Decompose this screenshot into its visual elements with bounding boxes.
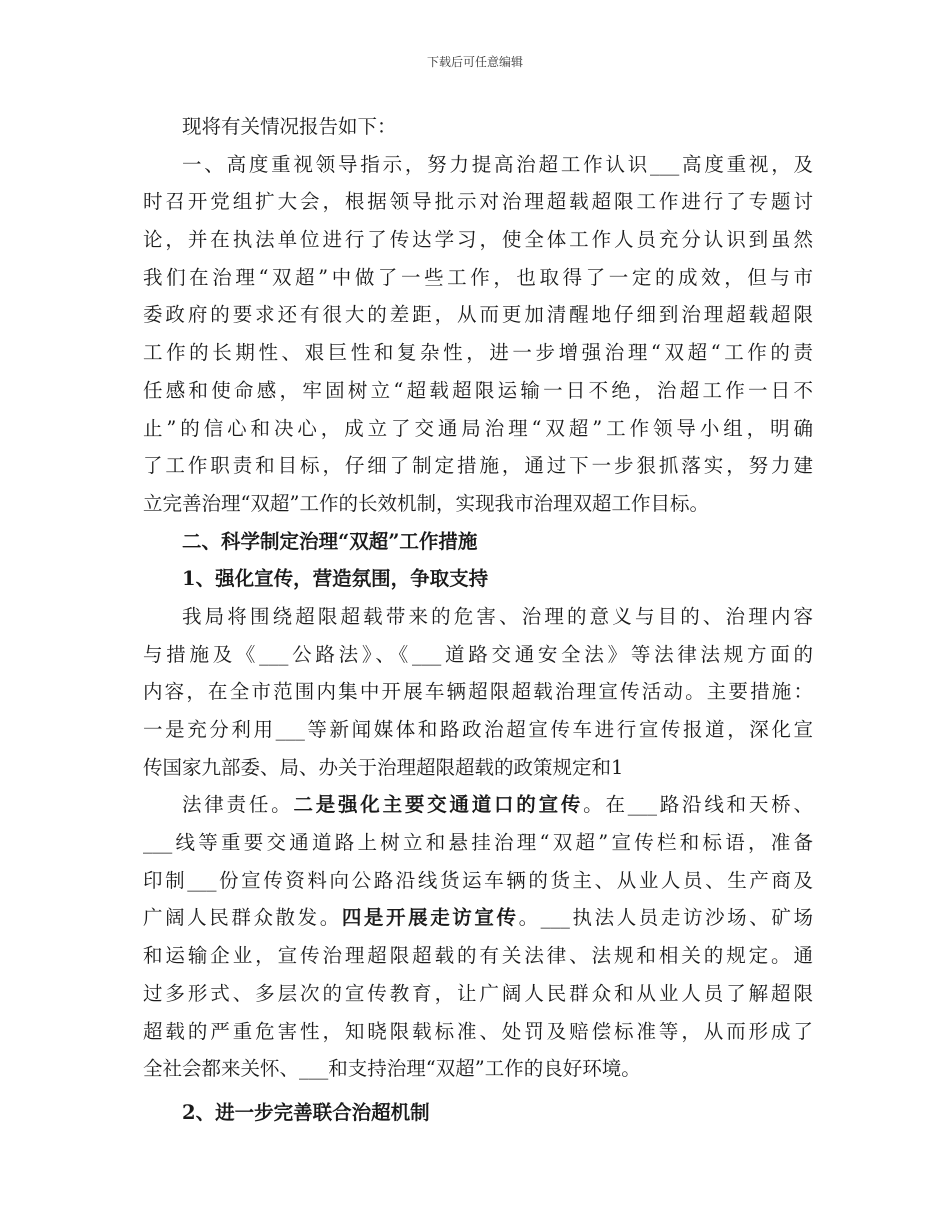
text-line [143,1013,813,1051]
text-span: 广阔人民群众散发。 [143,906,342,930]
text-span: 印制___份宣传资料向公路沿线货运车辆的货主、从业人员、生产商及 [143,868,813,892]
text-line: 我们在治理“双超”中做了一些工作，也取得了一定的成效，但与市 [143,265,813,289]
text-line [143,899,813,937]
text-span: 和运输企业，宣传治理超限超载的有关法律、法规和相关的规定。通 [143,944,813,968]
page-header-note: 下载后可任意编辑 [426,55,523,69]
text-line [143,937,813,975]
text-line: 论，并在执法单位进行了传达学习，使全体工作人员充分认识到虽然 [143,228,813,252]
text-line: 了工作职责和目标，仔细了制定措施，通过下一步狠抓落实，努力建 [143,454,813,478]
text-line: 一是充分利用___等新闻媒体和路政治超宣传车进行宣传报道，深化宣 [143,718,813,741]
text-line [143,975,813,1013]
text-line [143,824,813,862]
text-line: 现将有关情况报告如下： [182,115,397,138]
text-line: 与措施及《___公路法》、《___道路交通安全法》等法律法规方面的 [143,642,813,666]
text-line: 1、强化宣传，营造氛围，争取支持 [182,567,489,591]
text-line: 时召开党组扩大会，根据领导批示对治理超载超限工作进行了专题讨 [143,190,813,214]
text-line [143,1094,813,1132]
document-body [143,108,813,1132]
text-line: 工作的长期性、艰巨性和复杂性，进一步增强治理“双超“工作的责 [143,341,813,365]
bold-text-span: 四是开展走访宣传 [341,906,519,930]
text-line: 二、科学制定治理“双超”工作措施 [182,529,478,553]
bold-text-span: 2、进一步完善联合治超机制 [182,1100,430,1124]
text-span: 过多形式、多层次的宣传教育，让广阔人民群众和从业人员了解超限 [143,981,813,1005]
text-line [143,862,813,900]
text-line [143,1050,813,1088]
text-line: 任感和使命感，牢固树立“超载超限运输一日不绝，治超工作一日不 [143,378,813,402]
text-line: 传国家九部委、局、办关于治理超限超载的政策规定和1 [143,755,624,779]
text-span: 法律责任。 [182,793,294,817]
text-span: 。___执法人员走访沙场、矿场 [518,906,813,930]
text-span: 超载的严重危害性，知晓限载标准、处罚及赔偿标准等，从而形成了 [143,1019,813,1043]
text-line: 委政府的要求还有很大的差距，从而更加清醒地仔细到治理超载超限 [143,303,813,327]
text-line: 止”的信心和决心，成立了交通局治理“双超”工作领导小组，明确 [143,416,813,440]
text-span: 全社会都来关怀、___和支持治理“双超”工作的良好环境。 [143,1057,641,1081]
text-span: ___线等重要交通道路上树立和悬挂治理“双超”宣传栏和标语，准备 [143,831,813,855]
text-line: 内容，在全市范围内集中开展车辆超限超载治理宣传活动。主要措施： [143,680,813,704]
text-line: 我局将围绕超限超载带来的危害、治理的意义与目的、治理内容 [182,604,813,628]
bold-text-span: 二是强化主要交通道口的宣传 [293,793,584,817]
text-line [143,786,813,824]
text-line: 一、高度重视领导指示，努力提高治超工作认识___高度重视，及 [182,152,813,176]
text-line: 立完善治理“双超”工作的长效机制，实现我市治理双超工作目标。 [143,491,709,515]
text-span: 。在___路沿线和天桥、 [583,793,813,817]
